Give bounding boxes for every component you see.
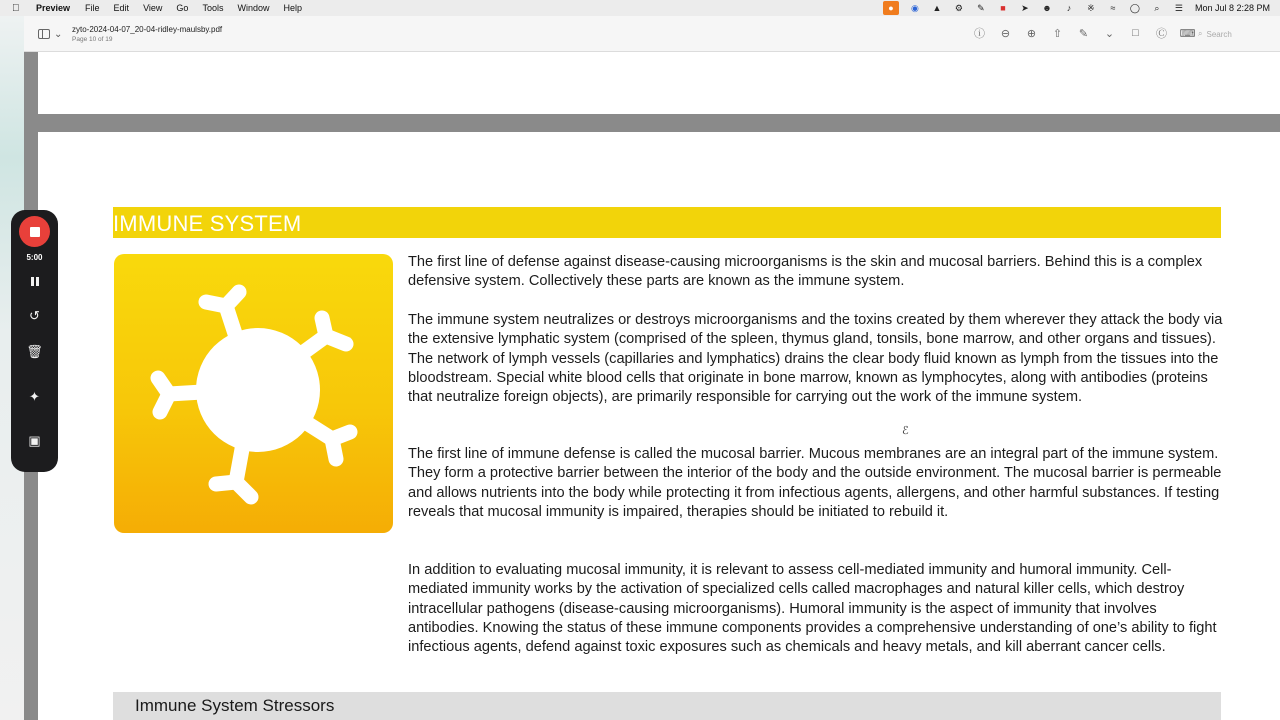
annotate-icon[interactable]: Ⓒ: [1156, 28, 1167, 40]
menu-file[interactable]: File: [85, 3, 100, 13]
search-icon[interactable]: ⌕: [1154, 2, 1160, 13]
chevron-down-icon[interactable]: ⌄: [1104, 27, 1115, 40]
document-title: zyto-2024-04-07_20-04-ridley-maulsby.pdf: [72, 25, 223, 34]
recorder-panel: [11, 210, 58, 472]
recording-timer: 5:00: [26, 253, 43, 262]
search-field[interactable]: [1198, 26, 1272, 42]
app-badge-icon[interactable]: ◉: [911, 2, 919, 13]
menu-bar: [0, 0, 1280, 16]
rotate-icon[interactable]: □: [1132, 27, 1139, 39]
restart-icon: ↺: [29, 308, 40, 323]
control-center-icon[interactable]: ☰: [1174, 2, 1183, 13]
settings-icon[interactable]: ⚙: [954, 2, 963, 13]
record-icon[interactable]: ■: [1000, 3, 1006, 13]
paragraph-4: In addition to evaluating mucosal immunity, it is relevant to assess cell-mediated immunity and humoral immunity. Cell-mediated immunity works by the activation of specialized cells called macrophages and natural killer cells, which destroy intracellular pathogens (disease-causing microorganisms). Humoral immunity is the aspect of immunity that involves antibodies. Knowing the status of these immune components provides a comprehensive understanding of one’s ability to fight infectious agents, defend against toxic exposures such as chemicals and heavy metals, and kill aberrant cancer cells.: [408, 562, 1217, 656]
effects-icon: ✦: [29, 389, 40, 404]
apple-menu-icon[interactable]: [12, 3, 26, 14]
form-icon[interactable]: ⌨: [1179, 27, 1196, 40]
section-banner: [113, 207, 1221, 238]
text-cursor-icon: ℰ: [902, 425, 909, 437]
menu-app-name[interactable]: Preview: [36, 3, 71, 13]
previous-page: [38, 52, 1280, 114]
send-icon[interactable]: ➤: [1021, 2, 1029, 13]
menu-view[interactable]: View: [143, 3, 163, 13]
pause-button[interactable]: [11, 272, 58, 290]
wifi-icon[interactable]: ≈: [1110, 3, 1116, 13]
delete-button[interactable]: [11, 343, 58, 361]
immune-cell-icon: [114, 254, 393, 533]
menu-go[interactable]: Go: [176, 3, 189, 13]
chevron-down-icon: ⌄: [54, 28, 63, 40]
section-title: IMMUNE SYSTEM: [113, 211, 302, 236]
zoom-out-icon[interactable]: ⊖: [1000, 27, 1011, 40]
document-view[interactable]: [24, 52, 1280, 720]
bluetooth-icon[interactable]: ※: [1087, 2, 1095, 13]
pen-icon[interactable]: ✎: [977, 2, 985, 13]
menu-clock[interactable]: Mon Jul 8 2:28 PM: [1194, 3, 1270, 13]
search-icon: ⌕: [1198, 29, 1203, 38]
status-area: [883, 0, 1270, 16]
paragraph-3: The first line of immune defense is called the mucosal barrier. Mucous membranes are an integral part of the immune system. They form a protective barrier between the interior of the body and the outside environment. The mucosal barrier is permeable and allows nutrients into the body while protecting it from infectious agents, allergens, and other harmful substances. If testing reveals that mucosal immunity is impaired, therapies should be initiated to rebuild it.: [408, 446, 1222, 520]
subsection-title: Immune System Stressors: [135, 696, 335, 715]
menu-edit[interactable]: Edit: [113, 3, 130, 13]
menu-window[interactable]: Window: [237, 3, 270, 13]
effects-button[interactable]: [11, 388, 58, 406]
pause-icon: [31, 277, 39, 286]
user-icon[interactable]: ☻: [1042, 3, 1052, 13]
microphone-icon[interactable]: ●: [883, 1, 899, 15]
account-icon[interactable]: ◯: [1129, 2, 1140, 13]
sidebar-toggle-button[interactable]: [38, 27, 64, 41]
delete-icon: 🗑: [26, 344, 43, 359]
stop-icon: [30, 227, 40, 237]
current-page: [38, 132, 1280, 720]
window-toolbar: [24, 16, 1280, 52]
subsection-bar: [113, 692, 1221, 720]
paragraph-2: The immune system neutralizes or destroys microorganisms and the toxins created by them wherever they attack the body via the extensive lymphatic system (comprised of the spleen, thymus gland, tonsils, bone marrow, and other organs and tissues). The network of lymph vessels (capillaries and lymphatics) drains the clear body fluid known as lymph from the tissues into the bloodstream. Special white blood cells that originate in bone marrow, known as lymphocytes, along with antibodies (proteins that neutralize foreign objects), are primarily responsible for carrying out the work of the immune system.: [408, 312, 1223, 406]
paragraph-1: The first line of defense against disease-causing microorganisms is the skin and mucosal barriers. Behind this is a complex defensive system. Collectively these parts are known as the immune system.: [408, 254, 1203, 290]
page-indicator: Page 10 of 19: [72, 36, 113, 43]
zoom-in-icon[interactable]: ⊕: [1026, 27, 1037, 40]
stop-recording-button[interactable]: [19, 216, 50, 247]
menu-help[interactable]: Help: [283, 3, 302, 13]
search-placeholder: Search: [1206, 29, 1232, 39]
restart-button[interactable]: [11, 307, 58, 325]
markup-pen-icon[interactable]: ✎: [1078, 27, 1089, 40]
sidebar-icon: [38, 29, 50, 39]
camera-icon: ▣: [28, 433, 41, 448]
info-icon[interactable]: ⓘ: [974, 28, 985, 40]
menu-tools[interactable]: Tools: [202, 3, 224, 13]
camera-button[interactable]: [11, 432, 58, 450]
share-icon[interactable]: ▲: [932, 3, 942, 13]
share-icon[interactable]: ⇧: [1052, 27, 1063, 40]
toolbar-tools: [973, 26, 1194, 40]
volume-icon[interactable]: ♪: [1066, 3, 1072, 13]
